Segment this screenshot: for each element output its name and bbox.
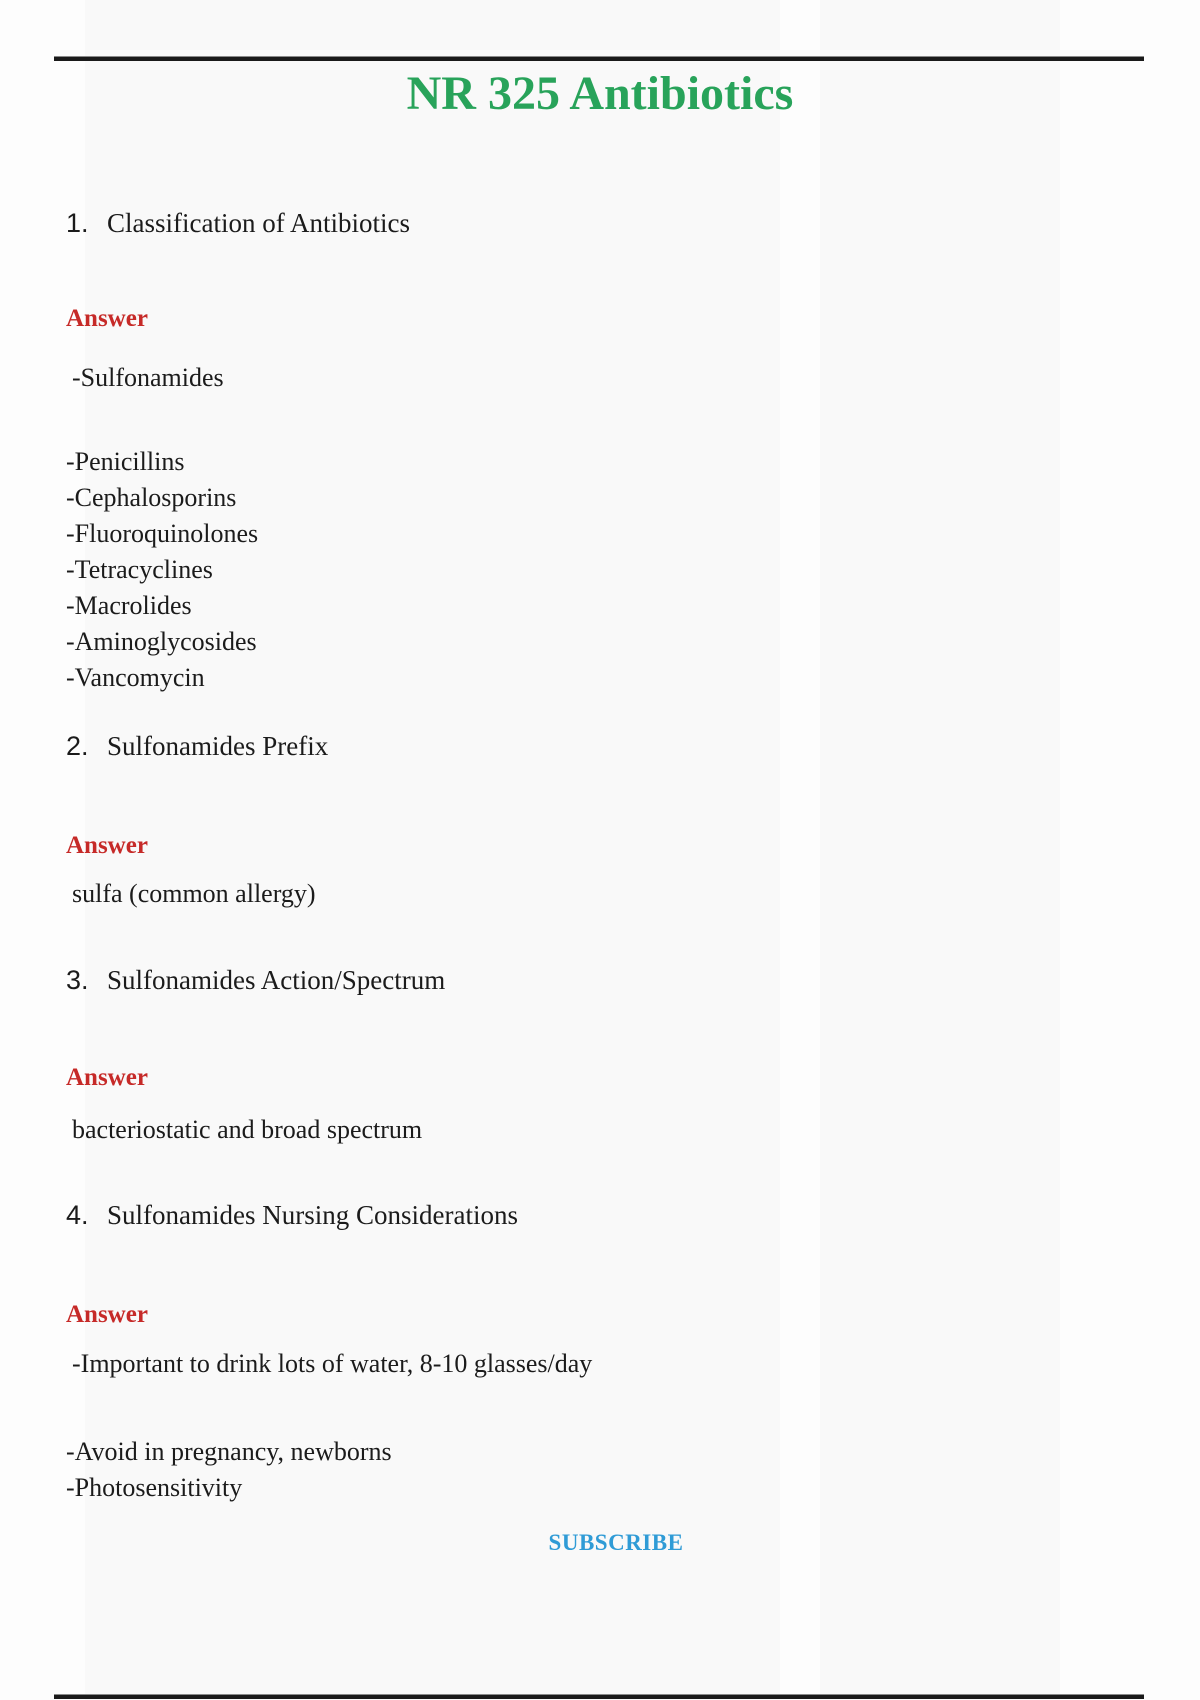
answer-3-block-1	[66, 1112, 1140, 1148]
question-1-text: Classification of Antibiotics	[107, 208, 410, 238]
answer-4-block-1	[66, 1346, 1140, 1382]
answer-line: -Sulfonamides	[72, 363, 224, 392]
answer-line: -Penicillins	[66, 447, 185, 476]
answer-line: -Cephalosporins	[66, 483, 237, 512]
answer-line: -Aminoglycosides	[66, 627, 257, 656]
question-2-text: Sulfonamides Prefix	[107, 731, 329, 761]
answer-line: -Vancomycin	[66, 663, 205, 692]
answer-label-2: Answer	[66, 832, 148, 859]
question-2-number: 2.	[66, 731, 89, 761]
bottom-rule	[54, 1694, 1144, 1699]
answer-1-block-2	[66, 444, 1140, 696]
question-4	[66, 1197, 1140, 1233]
question-1-number: 1.	[66, 208, 89, 238]
question-3	[66, 962, 1140, 998]
question-4-text: Sulfonamides Nursing Considerations	[107, 1200, 518, 1230]
question-4-number: 4.	[66, 1200, 89, 1230]
page-title: NR 325 Antibiotics	[406, 67, 794, 120]
question-1	[66, 205, 1140, 241]
answer-label-1: Answer	[66, 305, 148, 332]
answer-4-block-2	[66, 1434, 1140, 1506]
question-3-number: 3.	[66, 965, 89, 995]
subscribe-link[interactable]: SUBSCRIBE	[548, 1530, 684, 1555]
answer-line: sulfa (common allergy)	[72, 879, 316, 908]
answer-line: -Avoid in pregnancy, newborns	[66, 1437, 392, 1466]
answer-1-block-1	[66, 360, 1140, 396]
answer-line: -Macrolides	[66, 591, 192, 620]
answer-2-block-1	[66, 876, 1140, 912]
answer-line: -Tetracyclines	[66, 555, 213, 584]
answer-label-4: Answer	[66, 1301, 148, 1328]
answer-line: -Fluoroquinolones	[66, 519, 259, 548]
answer-line: -Photosensitivity	[66, 1473, 243, 1502]
top-rule	[54, 56, 1144, 61]
answer-line: -Important to drink lots of water, 8-10 glasses/day	[72, 1349, 593, 1378]
answer-label-3: Answer	[66, 1064, 148, 1091]
question-2	[66, 728, 1140, 764]
answer-line: bacteriostatic and broad spectrum	[72, 1115, 423, 1144]
question-3-text: Sulfonamides Action/Spectrum	[107, 965, 446, 995]
